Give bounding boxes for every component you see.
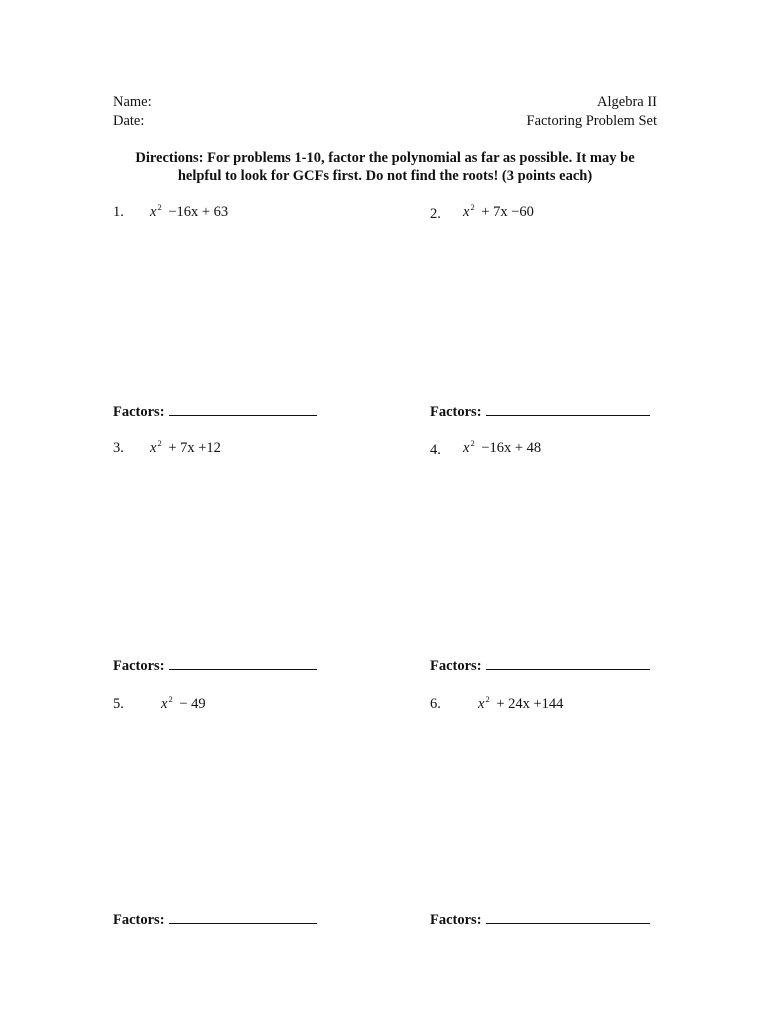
polynomial: $x^2 + 7x -60$ xyxy=(463,202,534,220)
answer-line[interactable] xyxy=(486,656,650,670)
problem-number: 6. xyxy=(430,696,441,712)
answer-line[interactable] xyxy=(169,402,317,416)
answer-line[interactable] xyxy=(486,402,650,416)
polynomial: $x^2 + 24x +144$ xyxy=(478,694,564,712)
answer-line[interactable] xyxy=(486,910,650,924)
course-title: Algebra II xyxy=(597,94,657,110)
factors-answer-4: Factors: xyxy=(430,656,650,675)
factors-answer-6: Factors: xyxy=(430,910,650,929)
problem-number: 4. xyxy=(430,442,441,458)
problem-number: 1. xyxy=(113,204,124,220)
problem-number: 5. xyxy=(113,696,124,712)
answer-line[interactable] xyxy=(169,910,317,924)
directions xyxy=(100,149,670,185)
problem-number: 2. xyxy=(430,206,441,222)
directions-line-2: helpful to look for GCFs first. Do not find the roots! (3 points each) xyxy=(177,168,593,184)
factors-answer-3: Factors: xyxy=(113,656,317,675)
factors-answer-5: Factors: xyxy=(113,910,317,929)
factors-answer-1: Factors: xyxy=(113,402,317,421)
name-label: Name: xyxy=(113,94,152,110)
factors-answer-2: Factors: xyxy=(430,402,650,421)
polynomial: $x^2 -16x + 48$ xyxy=(463,438,542,456)
directions-line-1: Directions: For problems 1-10, factor the polynomial as far as possible. It may be xyxy=(135,150,635,166)
polynomial: $x^2 + 7x +12$ xyxy=(150,438,221,456)
polynomial: $x^2 -16x + 63$ xyxy=(150,202,229,220)
problem-number: 3. xyxy=(113,440,124,456)
answer-line[interactable] xyxy=(169,656,317,670)
assignment-title: Factoring Problem Set xyxy=(526,113,657,129)
date-label: Date: xyxy=(113,113,145,129)
polynomial: $x^2 - 49$ xyxy=(161,694,206,712)
